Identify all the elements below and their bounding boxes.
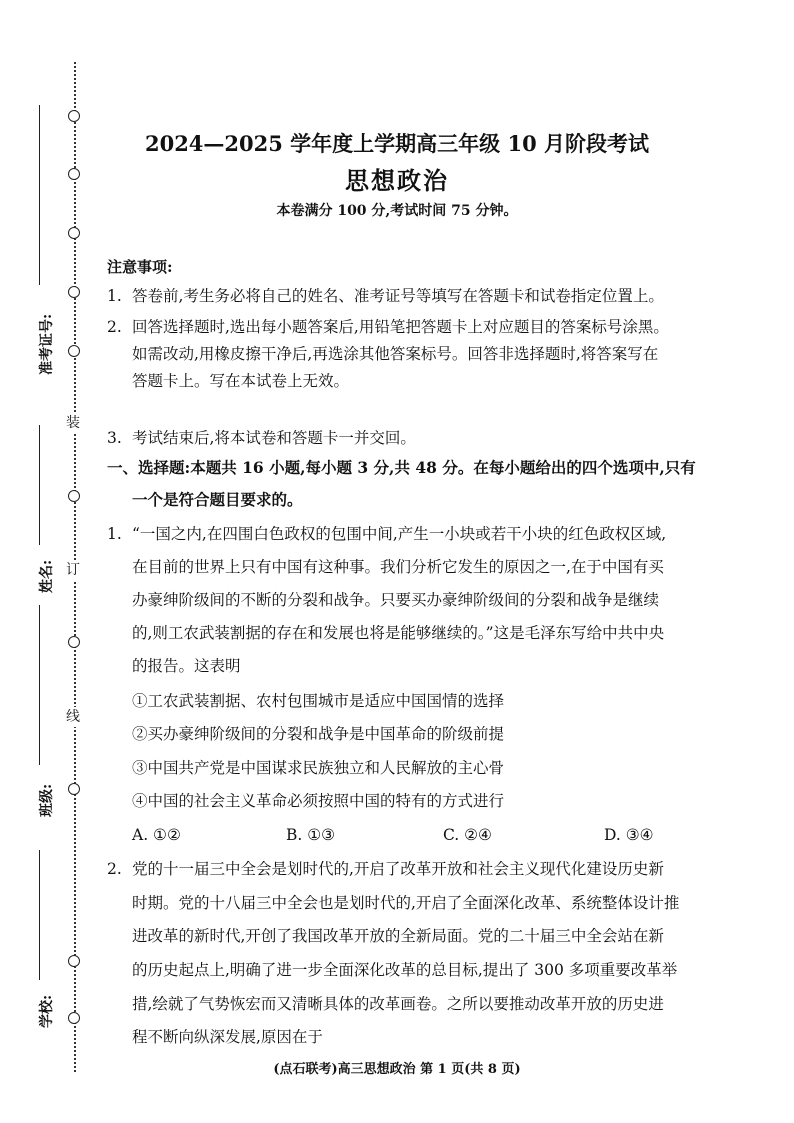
question-2-line: 措,绘就了气势恢宏而又清晰具体的改革画卷。之所以要推动改革开放的历史进 [132, 995, 664, 1013]
statement: ③中国共产党是中国谋求民族独立和人民解放的主心骨 [132, 759, 505, 777]
question-1-line: 的,则工农武装割据的存在和发展也将是能够继续的。”这是毛泽东写给中共中央 [132, 624, 665, 642]
section-heading-cont: 一个是符合题目要求的。 [132, 490, 303, 509]
question-2-line: 党的十一届三中全会是划时代的,开启了改革开放和社会主义现代化建设历史新 [132, 860, 664, 878]
statement: ②买办豪绅阶级间的分裂和战争是中国革命的阶级前提 [132, 725, 505, 743]
notice-item-line: 答卷前,考生务必将自己的姓名、准考证号等填写在答题卡和试卷指定位置上。 [132, 287, 664, 305]
binding-ring [68, 490, 80, 502]
binding-ring [68, 636, 80, 648]
notice-item-line: 考试结束后,将本试卷和答题卡一并交回。 [132, 429, 416, 447]
question-2-line: 时期。党的十八届三中全会也是划时代的,开启了全面深化改革、系统整体设计推 [132, 894, 680, 912]
question-number: 1. [107, 525, 122, 543]
option-b: B. ①③ [286, 826, 336, 844]
question-2-line: 程不断向纵深发展,原因在于 [132, 1028, 323, 1046]
subject-title: 思想政治 [345, 166, 449, 195]
exam-title: 2024—2025 学年度上学期高三年级 10 月阶段考试 [144, 131, 650, 156]
notice-item-line: 答题卡上。写在本试卷上无效。 [132, 372, 350, 390]
binding-ring [68, 345, 80, 357]
binding-ring [68, 227, 80, 239]
binding-char-ding: 订 [66, 562, 80, 578]
question-number: 2. [107, 860, 122, 878]
notice-item-line: 如需改动,用橡皮擦干净后,再选涂其他答案标号。回答非选择题时,将答案写在 [132, 345, 659, 363]
notice-heading: 注意事项: [107, 258, 173, 276]
question-1-line: 在目前的世界上只有中国有这种事。我们分析它发生的原因之一,在于中国有买 [132, 558, 664, 576]
question-1-line: 的报告。这表明 [132, 657, 241, 675]
binding-ring [68, 955, 80, 967]
page-footer: (点石联考)高三思想政治 第 1 页(共 8 页) [273, 1062, 521, 1077]
binding-char-zhuang: 装 [66, 415, 80, 431]
option-c: C. ②④ [443, 826, 492, 844]
question-1-line: 办豪绅阶级间的不断的分裂和战争。只要买办豪绅阶级间的分裂和战争是继续 [132, 591, 660, 609]
statement: ④中国的社会主义革命必须按照中国的特有的方式进行 [132, 792, 505, 810]
option-d: D. ③④ [604, 826, 654, 844]
section-heading: 一、选择题:本题共 16 小题,每小题 3 分,共 48 分。在每小题给出的四个选项中,只有 [107, 458, 696, 477]
notice-item-number: 1. [107, 287, 122, 305]
notice-item-number: 3. [107, 429, 122, 447]
binding-ring [68, 1012, 80, 1024]
binding-char-xian: 线 [66, 709, 80, 725]
statement: ①工农武装割据、农村包围城市是适应中国国情的选择 [132, 692, 505, 710]
binding-ring [68, 783, 80, 795]
question-1-line: “一国之内,在四围白色政权的包围中间,产生一小块或若干小块的红色政权区域, [132, 525, 667, 543]
question-2-line: 进改革的新时代,开创了我国改革开放的全新局面。党的二十届三中全会站在新 [132, 927, 664, 945]
exam-info: 本卷满分 100 分,考试时间 75 分钟。 [276, 203, 518, 219]
option-a: A. ①② [132, 826, 181, 844]
binding-ring [68, 286, 80, 298]
binding-ring [68, 110, 80, 122]
notice-item-line: 回答选择题时,选出每小题答案后,用铅笔把答题卡上对应题目的答案标号涂黑。 [132, 318, 669, 336]
question-2-line: 的历史起点上,明确了进一步全面深化改革的总目标,提出了 300 多项重要改革举 [132, 961, 678, 979]
notice-item-number: 2. [107, 318, 122, 336]
